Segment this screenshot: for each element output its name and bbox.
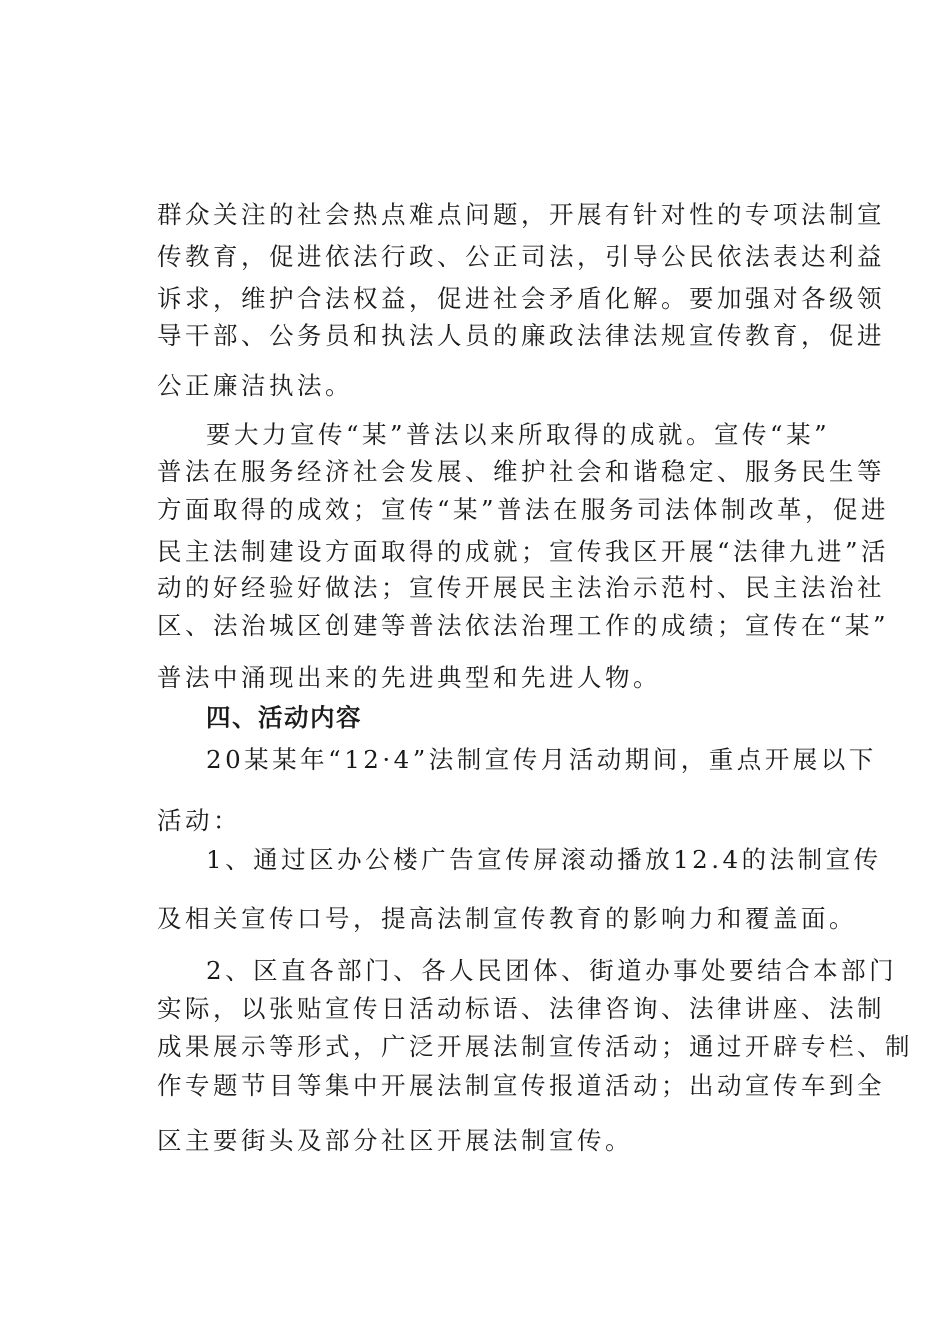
paragraph-1-line-3: 诉求，维护合法权益，促进社会矛盾化解。要加强对各级领 — [157, 284, 885, 313]
activity-item-2-line-1: 2、区直各部门、各人民团体、街道办事处要结合本部门 — [206, 956, 898, 985]
paragraph-1-line-4: 导干部、公务员和执法人员的廉政法律法规宣传教育，促进 — [157, 321, 885, 350]
activity-item-1-line-1: 1、通过区办公楼广告宣传屏滚动播放12.4的法制宣传 — [206, 845, 882, 874]
paragraph-1-line-1: 群众关注的社会热点难点问题，开展有针对性的专项法制宣 — [157, 200, 885, 229]
paragraph-2-line-4: 民主法制建设方面取得的成就；宣传我区开展“法律九进”活 — [157, 537, 890, 566]
paragraph-3-line-1: 20某某年“12·4”法制宣传月活动期间，重点开展以下 — [206, 745, 877, 774]
paragraph-2-line-3: 方面取得的成效；宣传“某”普法在服务司法体制改革，促进 — [157, 495, 890, 524]
activity-item-1-line-2: 及相关宣传口号，提高法制宣传教育的影响力和覆盖面。 — [157, 904, 857, 933]
activity-item-2-line-5: 区主要街头及部分社区开展法制宣传。 — [157, 1126, 633, 1155]
paragraph-2-line-7: 普法中涌现出来的先进典型和先进人物。 — [157, 663, 661, 692]
paragraph-3-line-2: 活动： — [157, 806, 241, 835]
paragraph-2-line-5: 动的好经验好做法；宣传开展民主法治示范村、民主法治社 — [157, 573, 885, 602]
paragraph-2-line-6: 区、法治城区创建等普法依法治理工作的成绩；宣传在“某” — [157, 611, 890, 640]
paragraph-2-line-2: 普法在服务经济社会发展、维护社会和谐稳定、服务民生等 — [157, 457, 885, 486]
paragraph-2-line-1: 要大力宣传“某”普法以来所取得的成就。宣传“某” — [206, 420, 831, 449]
activity-item-2-line-4: 作专题节目等集中开展法制宣传报道活动；出动宣传车到全 — [157, 1071, 885, 1100]
activity-item-2-line-3: 成果展示等形式，广泛开展法制宣传活动；通过开辟专栏、制 — [157, 1032, 913, 1061]
paragraph-1-line-2: 传教育，促进依法行政、公正司法，引导公民依法表达利益 — [157, 242, 885, 271]
paragraph-1-line-5: 公正廉洁执法。 — [157, 371, 353, 400]
activity-item-2-line-2: 实际，以张贴宣传日活动标语、法律咨询、法律讲座、法制 — [157, 994, 885, 1023]
section-heading: 四、活动内容 — [206, 703, 362, 732]
